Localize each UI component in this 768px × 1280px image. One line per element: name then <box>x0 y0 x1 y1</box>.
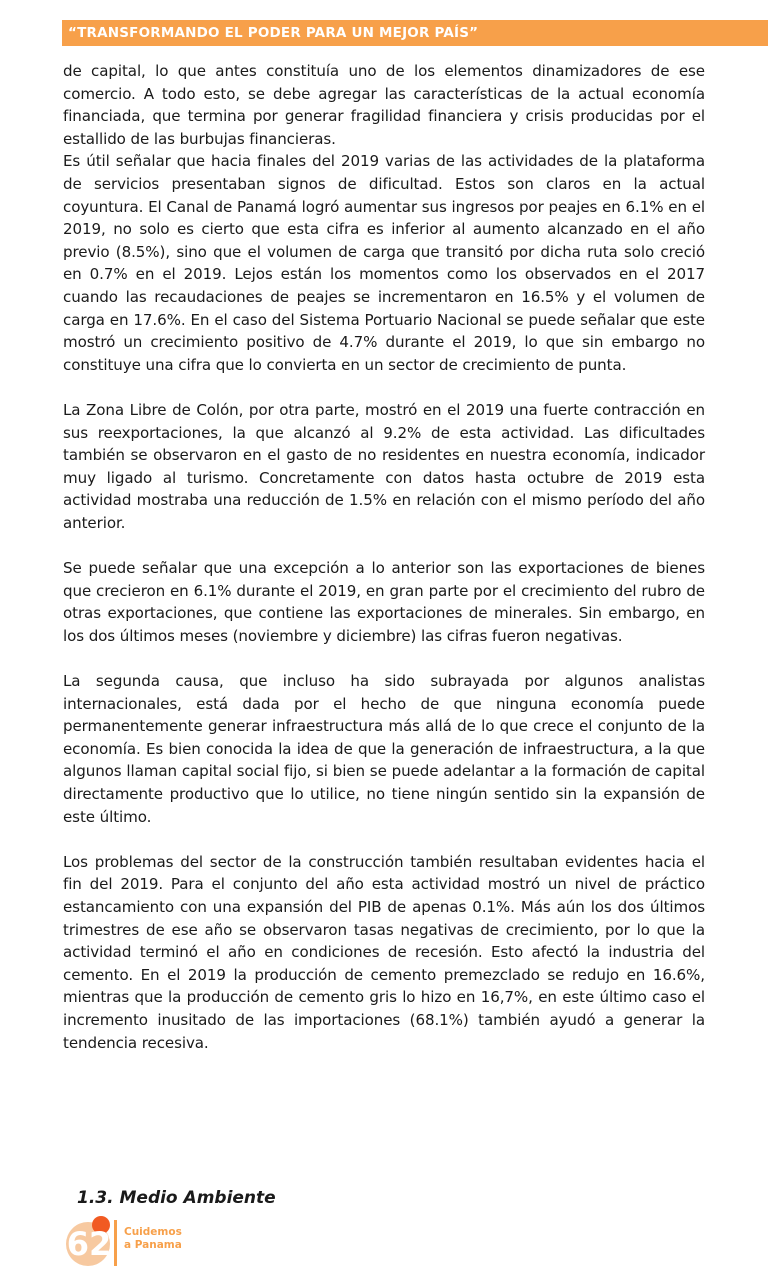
body-text <box>63 60 705 1054</box>
paragraph-3: La Zona Libre de Colón, por otra parte, mostró en el 2019 una fuerte contracción en sus reexportaciones, la que alcanzó al 9.2% de esta actividad. Las dificultades también se observaron en el gasto de no residentes en nuestra economía, indicador muy ligado al turismo. Concretamente con datos hasta octubre de 2019 esta actividad mostraba una reducción de 1.5% en relación con el mismo período del año anterior. <box>63 400 705 532</box>
page-number: 62 <box>66 1225 112 1263</box>
brand-logo-text <box>124 1226 182 1252</box>
brand-line-2: a Panama <box>124 1239 182 1251</box>
footer-divider <box>114 1220 117 1266</box>
paragraph-4: Se puede señalar que una excepción a lo anterior son las exportaciones de bienes que crecieron en 6.1% durante el 2019, en gran parte por el crecimiento del rubro de otras exportaciones, que contiene las exportaciones de minerales. Sin embargo, en los dos últimos meses (noviembre y diciembre) las cifras fueron negativas. <box>63 559 705 645</box>
paragraph-6: Los problemas del sector de la construcción también resultaban evidentes hacia el fin del 2019. Para el conjunto del año esta actividad mostró un nivel de práctico estancamiento con una expansión del PIB de apenas 0.1%. Más aún los dos últimos trimestres de ese año se observaron tasas negativas de crecimiento, por lo que la actividad terminó el año en condiciones de recesión. Esto afectó la industria del cemento. En el 2019 la producción de cemento premezclado se redujo en 16.6%, mientras que la producción de cemento gris lo hizo en 16,7%, en este último caso el incremento inusitado de las importaciones (68.1%) también ayudó a generar la tendencia recesiva. <box>63 852 705 1052</box>
section-heading: 1.3. Medio Ambiente <box>77 1188 276 1208</box>
paragraph-2: Es útil señalar que hacia finales del 2019 varias de las actividades de la plataforma de servicios presentaban signos de dificultad. Estos son claros en la actual coyuntura. El Canal de Panamá logró aumentar sus ingresos por peajes en 6.1% en el 2019, no solo es cierto que esta cifra es inferior al aumento alcanzado en el año previo (8.5%), sino que el volumen de carga que transitó por dicha ruta solo creció en 0.7% en el 2019. Lejos están los momentos como los observados en el 2017 cuando las recaudaciones de peajes se incrementaron en 16.5% y el volumen de carga en 17.6%. En el caso del Sistema Portuario Nacional se puede señalar que este mostró un crecimiento positivo de 4.7% durante el 2019, lo que sin embargo no constituye una cifra que lo convierta en un sector de crecimiento de punta. <box>63 152 705 374</box>
paragraph-1: de capital, lo que antes constituía uno de los elementos dinamizadores de ese comercio. A todo esto, se debe agregar las características de la actual economía financiada, que termina por generar fragilidad financiera y crisis producidas por el estallido de las burbujas financieras. <box>63 62 705 148</box>
paragraph-5: La segunda causa, que incluso ha sido subrayada por algunos analistas internacionales, está dada por el hecho de que ninguna economía puede permanentemente generar infraestructura más allá de lo que crece el conjunto de la economía. Es bien conocida la idea de que la generación de infraestructura, a la que algunos llaman capital social fijo, si bien se puede adelantar a la formación de capital directamente productivo que lo utilice, no tiene ningún sentido sin la expansión de este último. <box>63 672 705 826</box>
brand-line-1: Cuidemos <box>124 1226 182 1238</box>
header-title: “TRANSFORMANDO EL PODER PARA UN MEJOR PAÍS” <box>68 25 479 41</box>
header-bar <box>62 20 768 46</box>
page-footer <box>62 1212 262 1272</box>
